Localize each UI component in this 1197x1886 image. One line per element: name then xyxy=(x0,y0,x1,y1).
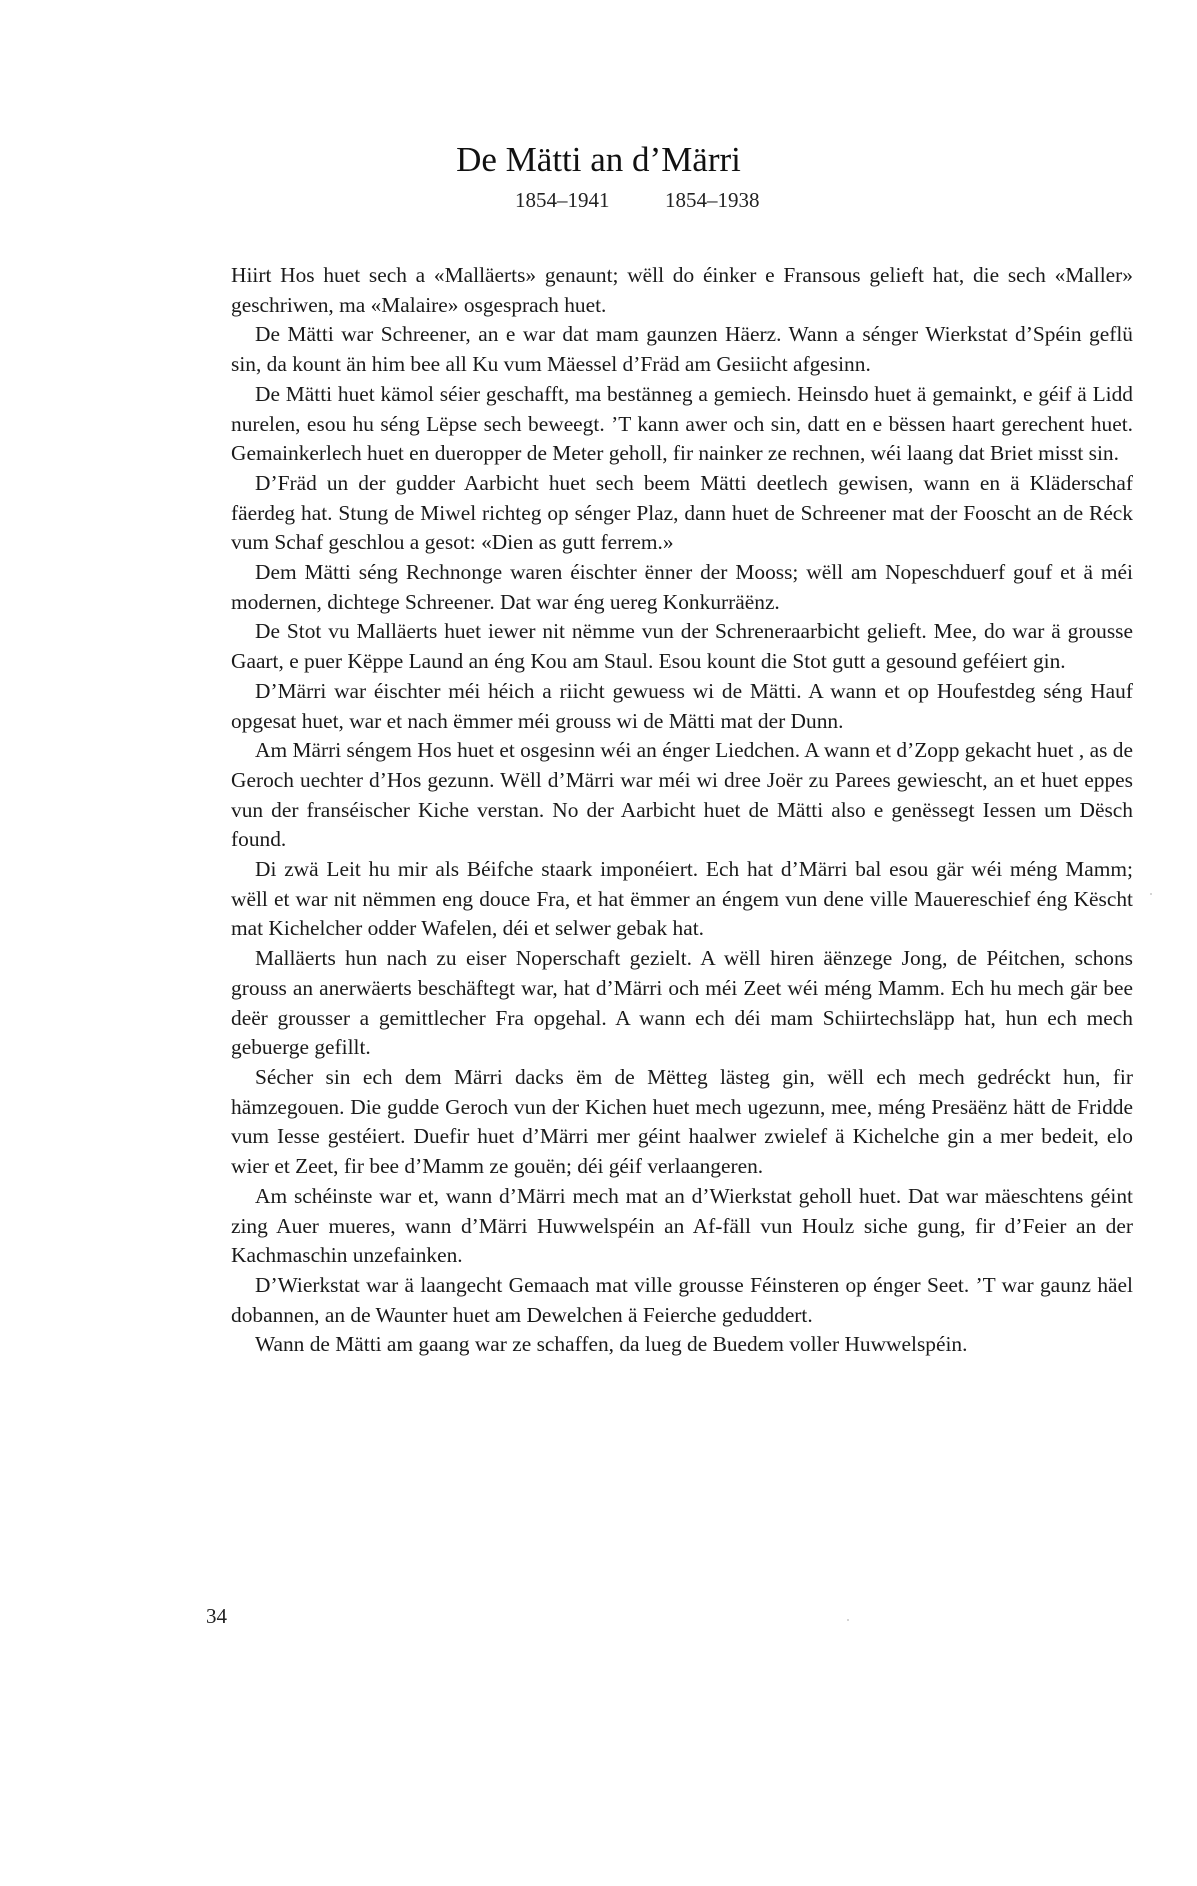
paragraph: De Mätti war Schreener, an e war dat mam gaunzen Häerz. Wann a sénger Wierkstat d’Spéin geflü sin, da kount än him bee all Ku vum Mäessel d’Fräd am Gesiicht afgesinn. xyxy=(231,322,1133,377)
page-number: 34 xyxy=(206,1604,227,1628)
paragraph: De Stot vu Malläerts huet iewer nit nëmme vun der Schreneraarbicht gelieft. Mee, do war ä grousse Gaart, e puer Këppe Laund an éng Kou am Staul. Esou kount die Stot gutt a gesound geféiert gin. xyxy=(231,619,1133,674)
paragraph: Di zwä Leit hu mir als Béifche staark imponéiert. Ech hat d’Märri bal esou gär wéi méng Mamm; wëll et war nit nëmmen eng douce Fra, et hat ëmmer an éngem vun dene ville Mauereschief éng Këscht mat Kichelcher odder Wafelen, déi et selwer gebak hat. xyxy=(231,857,1133,941)
chapter-body xyxy=(231,261,1133,1360)
paragraph: Am Märri séngem Hos huet et osgesinn wéi an énger Liedchen. A wann et d’Zopp gekacht huet , as de Geroch uechter d’Hos gezunn. Wëll d’Märri war méi wi dree Joër zu Parees gewiescht, an et huet eppes vun der franséischer Kiche verstan. No der Aarbicht huet de Mätti also e genëssegt Iessen um Dësch found. xyxy=(231,738,1133,852)
scan-speck xyxy=(847,1619,849,1621)
marri-dates: 1854–1938 xyxy=(665,188,760,212)
paragraph: Dem Mätti séng Rechnonge waren éischter ënner der Mooss; wëll am Nopeschduerf gouf et ä méi modernen, dichtege Schreener. Dat war éng uereg Konkurräënz. xyxy=(231,560,1133,614)
paragraph: Sécher sin ech dem Märri dacks ëm de Mëtteg lästeg gin, wëll ech mech gedréckt hun, fir hämzegouen. Die gudde Geroch vun der Kichen huet mech ugezunn, mee, méng Presäënz hätt de Fridde vum Iesse gestéiert. Duefir huet d’Märri mer géint haalwer zwielef ä Kichelche gin a mer bedeit, elo wier et Zeet, fir bee d’Mamm ze gouën; déi géif verlaangeren. xyxy=(231,1064,1133,1179)
paragraph: Hiirt Hos huet sech a «Malläerts» genaunt; wëll do éinker e Fransous gelieft hat, die sech «Maller» geschriwen, ma «Malaire» osgesprach huet. xyxy=(231,263,1133,317)
matti-dates: 1854–1941 xyxy=(515,188,610,212)
paragraph: D’Wierkstat war ä laangecht Gemaach mat ville grousse Féinsteren op énger Seet. ’T war gaunz häel dobannen, an de Waunter huet am Dewelchen ä Feierche geduddert. xyxy=(231,1272,1133,1327)
paragraph: Am schéinste war et, wann d’Märri mech mat an d’Wierkstat geholl huet. Dat war mäeschtens géint zing Auer mueres, wann d’Märri Huwwelspéin an Af-fäll vun Houlz siche gung, fir d’Feier an der Kachmaschin unzefainken. xyxy=(231,1183,1133,1268)
paragraph: D’Märri war éischter méi héich a riicht gewuess wi de Mätti. A wann et op Houfestdeg séng Hauf opgesat huet, war et nach ëmmer méi grouss wi de Mätti mat der Dunn. xyxy=(231,678,1133,733)
chapter-title: De Mätti an d’Märri xyxy=(456,140,741,179)
life-dates xyxy=(0,187,1197,213)
paragraph: D’Fräd un der gudder Aarbicht huet sech beem Mätti deetlech gewisen, wann en ä Kläderschaf fäerdeg hat. Stung de Miwel richteg op sénger Plaz, dann huet de Schreener mat der Fooscht an de Réck vum Schaf geschlou a gesot: «Dien as gutt ferrem.» xyxy=(231,470,1133,555)
paragraph: Wann de Mätti am gaang war ze schaffen, da lueg de Buedem voller Huwwelspéin. xyxy=(255,1332,968,1357)
scan-speck xyxy=(1150,893,1152,895)
paragraph: Malläerts hun nach zu eiser Noperschaft gezielt. A wëll hiren äënzege Jong, de Péitchen, schons grouss an anerwäerts beschäftegt war, hat d’Märri och méi Zeet wéi méng Mamm. Ech hu mech gär bee deër grousser a gemittlecher Fra opgehal. A wann ech déi mam Schiirtechsläpp hat, hun ech mech gebuerge gefillt. xyxy=(231,946,1133,1060)
paragraph: De Mätti huet kämol séier geschafft, ma bestänneg a gemiech. Heinsdo huet ä gemainkt, e géif ä Lidd nurelen, esou hu séng Lëpse sech beweegt. ’T kann awer och sin, datt en e bëssen haart gerechent huet. Gemainkerlech huet en dueropper de Meter geholl, fir nainker ze rechnen, wéi laang dat Briet misst sin. xyxy=(231,381,1133,466)
